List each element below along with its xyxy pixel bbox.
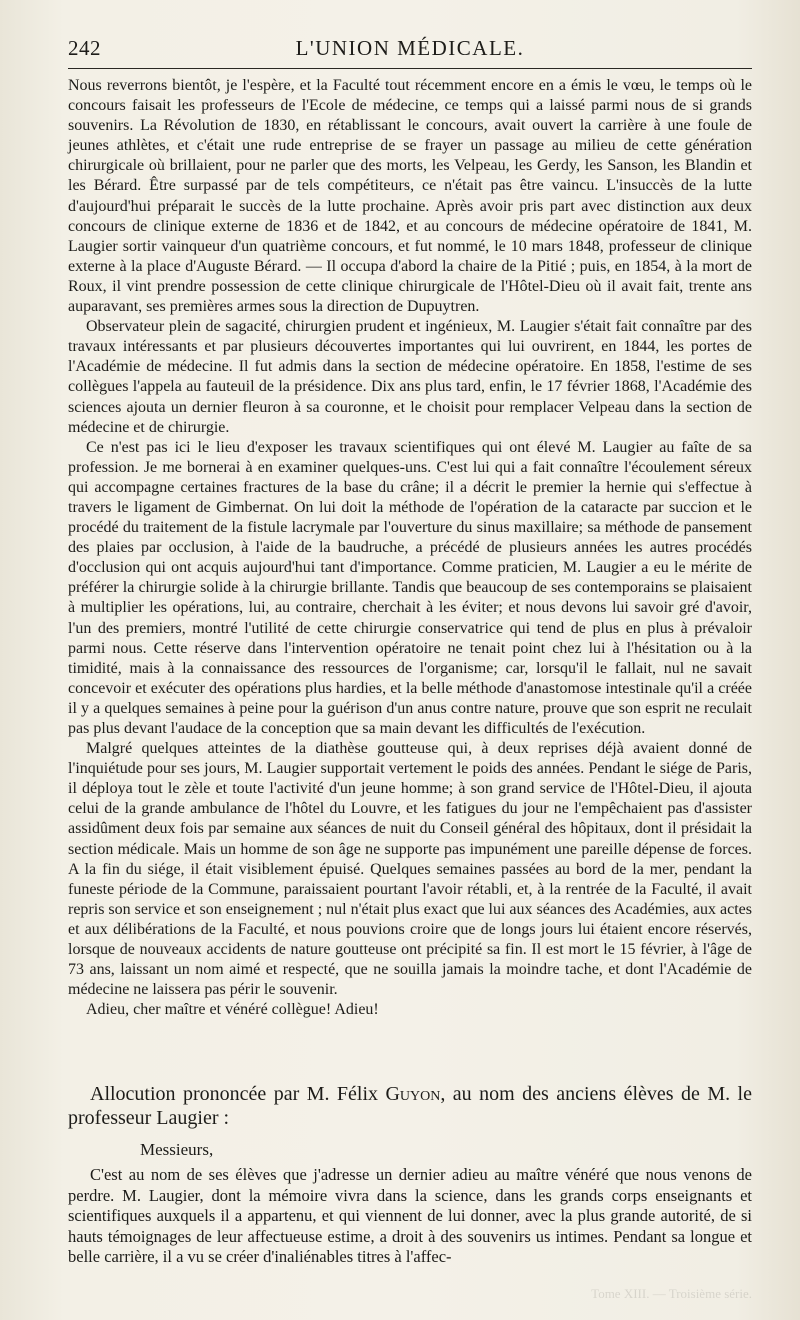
bleed-through-footer: Tome XIII. — Troisième série. xyxy=(591,1286,752,1301)
allocution-lead: Allocution prononcée par M. Félix xyxy=(90,1083,386,1105)
paragraph-travaux: Ce n'est pas ici le lieu d'exposer les travaux scientifiques qui ont élevé M. Laugier au faîte de sa profession. Je me bornerai à en examiner quelques-uns. C'est lui qui a fait connaître l'écoulement séreux qui accompagne certaines fractures de la base du crâne; il a décrit le premier la hernie qui s'effectue à travers le ligament de Gimbernat. On lui doit la méthode de l'opération de la cataracte par succion et le procédé du traitement de la fistule lacrymale par l'ouverture du sinus maxillaire; sa méthode de pansement des plaies par occlusion, à l'aide de la baudruche, a précédé de plusieurs années les autres procédés d'occlusion qui ont acquis aujourd'hui tant d'importance. Comme praticien, M. Laugier a eu le mérite de préférer la chirurgie solide à la chirurgie brillante. Tandis que beaucoup de ses contemporains se plaisaient à multiplier les opérations, lui, au contraire, cherchait à les éviter; et nous devons lui savoir gré d'avoir, l'un des premiers, montré l'utilité de cette chirurgie conservatrice qui tend de plus en plus à prévaloir parmi nous. Cette réserve dans l'intervention opératoire ne tenait point chez lui à l'hésitation ou à la timidité, mais à la connaissance des ressources de l'organisme; car, lorsqu'il le fallait, nul ne savait concevoir et exécuter des opérations plus hardies, et la belle méthode d'anastomose intestinale qu'il a créée il y a quelques semaines à peine pour la guérison d'un anus contre nature, prouve que son esprit ne reculait pas plus devant l'audace de la conception que sa main devant les difficultés de l'exécution. xyxy=(68,438,752,737)
allocution-heading xyxy=(68,1082,752,1130)
page-number: 242 xyxy=(68,36,101,60)
allocution-tail: , au nom des anciens élèves de M. le professeur Laugier : xyxy=(68,1083,752,1129)
running-header xyxy=(68,36,752,66)
paragraph-concours: Nous reverrons bientôt, je l'espère, et la Faculté tout récemment encore en a émis le vœu, le temps où le concours faisait les professeurs de l'Ecole de médecine, ce temps qui a laissé parmi nous de si grands souvenirs. La Révolution de 1830, en rétablissant le concours, avait ouvert la carrière à une foule de jeunes athlètes, et c'était une rude entreprise de se frayer un passage au milieu de cette génération chirurgicale où brillaient, pour ne parler que des morts, les Velpeau, les Gerdy, les Sanson, les Blandin et les Bérard. Être surpassé par de tels compétiteurs, ce n'était pas être vaincu. L'insuccès de la lutte d'aujourd'hui préparait le succès de la lutte prochaine. Après avoir pris part avec distinction aux deux concours de clinique externe de 1836 et de 1842, et au concours de médecine opératoire de 1841, M. Laugier sortir vainqueur d'un quatrième concours, et fut nommé, le 10 mars 1848, professeur de clinique externe à la place d'Auguste Bérard. — Il occupa d'abord la chaire de la Pitié ; puis, en 1854, à la mort de Roux, il vint prendre possession de cette clinique chirurgicale de l'Hôtel-Dieu où il avait fait, trente ans auparavant, ses premières armes sous la direction de Dupuytren. xyxy=(68,77,752,316)
allocution-name: Guyon xyxy=(385,1083,441,1105)
header-rule xyxy=(68,68,752,69)
speech-text: C'est au nom de ses élèves que j'adresse un dernier adieu au maître vénéré que nous venons de perdre. M. Laugier, dont la mémoire vivra dans la science, dans les grands corps enseignants et scientifiques auxquels il a appartenu, et qui viennent de lui donner, avec la plus grande autorité, de si hauts témoignages de leur affectueuse estime, a droit à des souvenirs us intimes. Pendant sa longue et belle carrière, il a vu se créer d'inaliénables titres à l'affec- xyxy=(68,1165,752,1266)
salutation: Messieurs, xyxy=(140,1140,214,1159)
paragraph-observateur: Observateur plein de sagacité, chirurgien prudent et ingénieux, M. Laugier s'était fait connaître par des travaux intéressants et par plusieurs découvertes importantes qui lui ouvrirent, en 1844, les portes de l'Académie de médecine. Il fut admis dans la section de médecine opératoire. En 1858, l'estime de ses collègues l'appela au fauteuil de la présidence. Dix ans plus tard, enfin, le 17 février 1868, l'Académie des sciences ajouta un dernier fleuron à sa couronne, et le choisit pour remplacer Velpeau dans la section de médecine et de chirurgie. xyxy=(68,318,752,436)
paragraph-malgre: Malgré quelques atteintes de la diathèse goutteuse qui, à deux reprises déjà avaient donné de l'inquiétude pour ses jours, M. Laugier supportait vertement le poids des années. Pendant le siége de Paris, il déploya tout le zèle et toute l'activité d'un jeune homme; à son grand service de l'Hôtel-Dieu, il ajouta celui de la grande ambulance de l'hôtel du Louvre, et les fatigues du jour ne l'empêchaient pas d'assister assidûment deux fois par semaine aux séances de nuit du Conseil général des hôpitaux, dont il présidait la section médicale. Mais un homme de son âge ne supporte pas impunément une pareille dépense de forces. A la fin du siége, il était visiblement épuisé. Quelques semaines passées au bord de la mer, pendant la funeste période de la Commune, paraissaient pourtant l'avoir rétabli, et, à la rentrée de la Faculté, il avait repris son service et son enseignement ; nul n'était plus exact que lui aux séances des Académies, aux actes et aux délibérations de la Faculté, et nous pouvions croire que de longs jours lui étaient encore réservés, lorsque de nouveaux accidents de nature goutteuse ont précipité sa fin. Il est mort le 15 février, à l'âge de 73 ans, laissant un nom aimé et respecté, que ne souilla jamais la moindre tache, et dont l'Académie de médecine ne laissera pas périr le souvenir. xyxy=(68,740,752,999)
article-body xyxy=(68,76,752,1020)
paragraph-adieu: Adieu, cher maître et vénéré collègue! Adieu! xyxy=(86,1001,379,1019)
running-title: L'UNION MÉDICALE. xyxy=(295,36,525,60)
